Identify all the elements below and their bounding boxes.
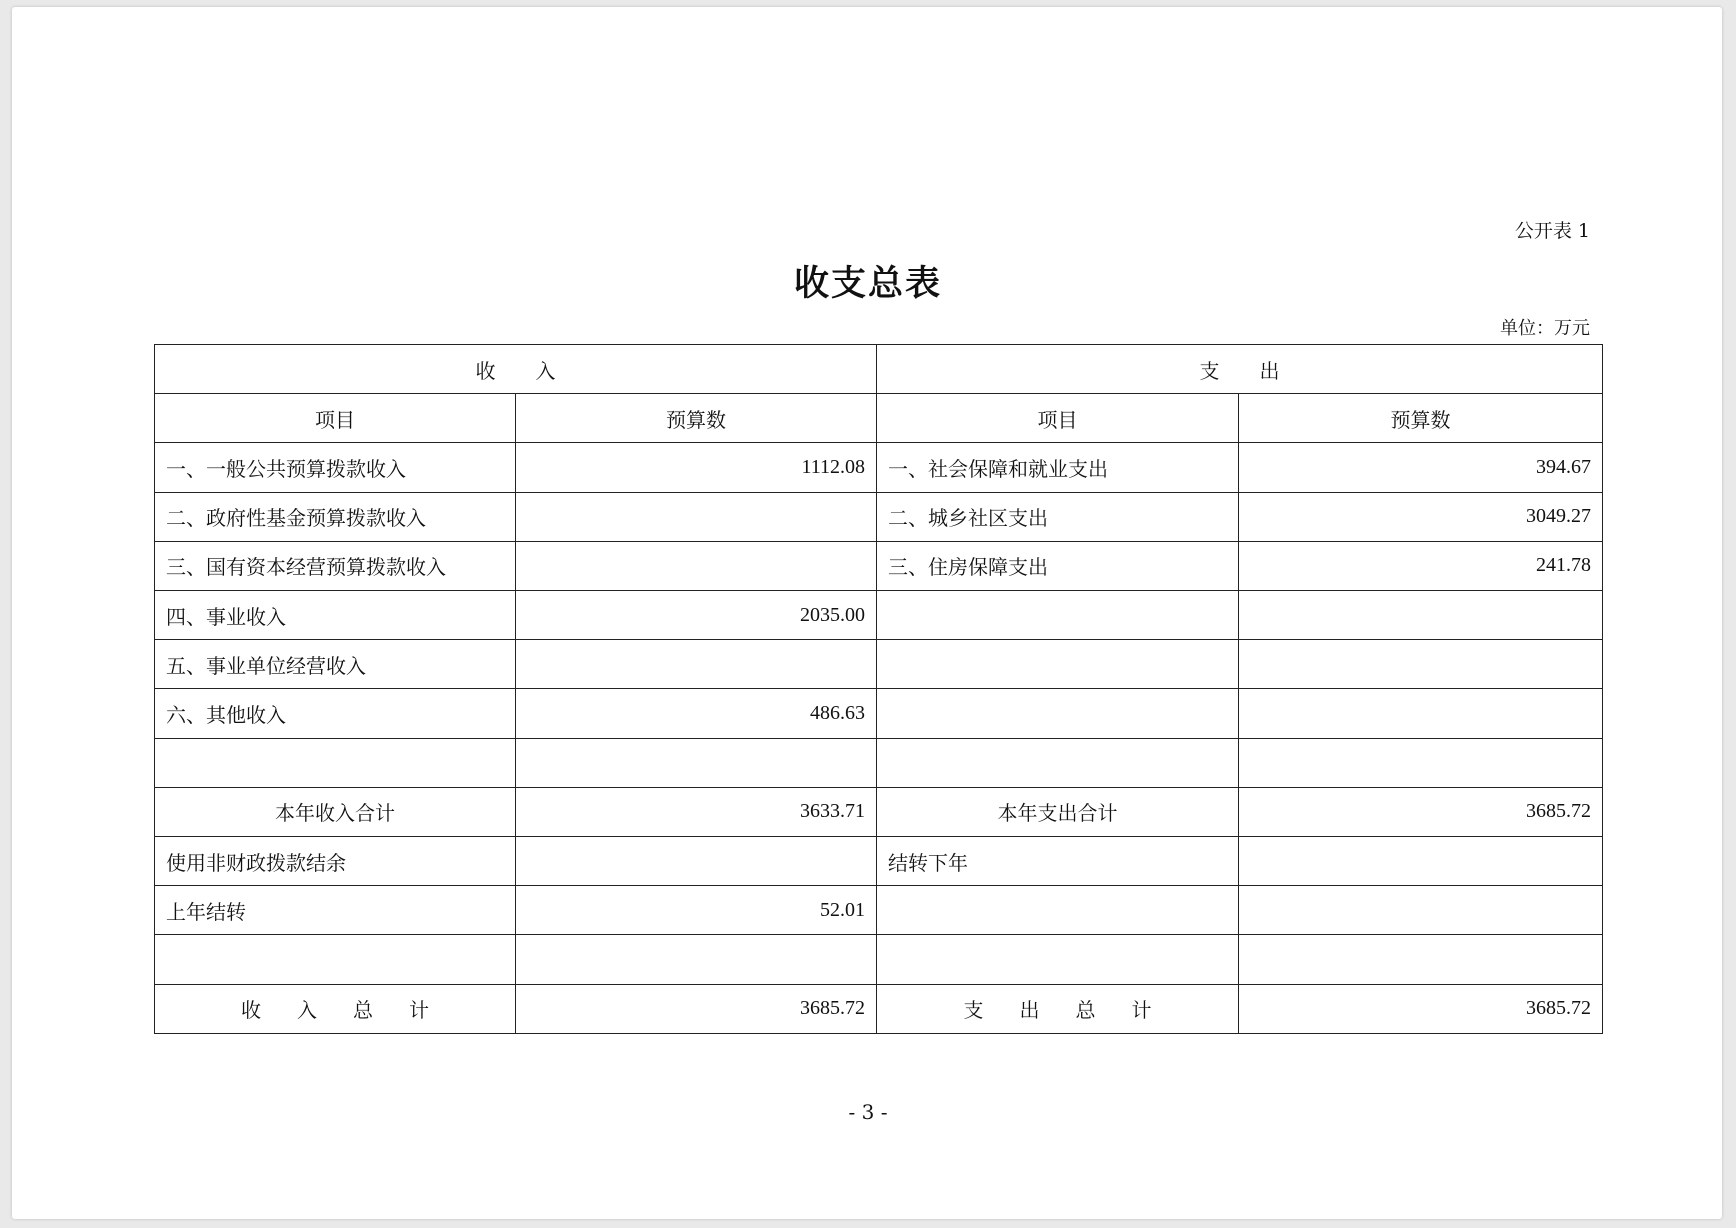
expense-value [1239,689,1603,738]
expense-subtotal-value: 3685.72 [1239,787,1603,836]
income-value: 1112.08 [516,443,877,492]
expense-value [1239,738,1603,787]
expense-item: 一、社会保障和就业支出 [877,443,1239,492]
expense-item [877,640,1239,689]
page-number: - 3 - [848,1100,888,1124]
expense-item [877,935,1239,984]
table-row [155,738,1603,787]
income-item: 六、其他收入 [155,689,516,738]
expense-item [877,886,1239,935]
table-row [155,689,1603,738]
budget-summary-table [154,344,1603,1034]
income-value [516,541,877,590]
income-item: 五、事业单位经营收入 [155,640,516,689]
table-row [155,640,1603,689]
expense-value: 3049.27 [1239,492,1603,541]
expense-subtotal-label: 本年支出合计 [877,787,1239,836]
expense-item: 二、城乡社区支出 [877,492,1239,541]
income-value [516,640,877,689]
income-item: 一、一般公共预算拨款收入 [155,443,516,492]
expense-value [1239,886,1603,935]
expense-total-value: 3685.72 [1239,984,1603,1033]
expense-value [1239,837,1603,886]
expense-section-header: 支 出 [877,345,1603,394]
expense-item [877,591,1239,640]
income-subtotal-label: 本年收入合计 [155,787,516,836]
income-item-column-header: 项目 [155,394,516,443]
expense-item-column-header: 项目 [877,394,1239,443]
income-value: 486.63 [516,689,877,738]
expense-item [877,738,1239,787]
column-header-row [155,394,1603,443]
table-row [155,591,1603,640]
income-value: 2035.00 [516,591,877,640]
expense-value [1239,591,1603,640]
income-total-value: 3685.72 [516,984,877,1033]
income-value [516,837,877,886]
expense-value: 394.67 [1239,443,1603,492]
income-item: 四、事业收入 [155,591,516,640]
income-item [155,935,516,984]
unit-label: 单位：万元 [1500,318,1590,339]
table-row [155,492,1603,541]
income-value: 52.01 [516,886,877,935]
income-item: 使用非财政拨款结余 [155,837,516,886]
expense-value: 241.78 [1239,541,1603,590]
table-number: 公开表 1 [1514,220,1590,242]
income-subtotal-value: 3633.71 [516,787,877,836]
section-header-row [155,345,1603,394]
expense-budget-column-header: 预算数 [1239,394,1603,443]
grand-total-row [155,984,1603,1033]
table-row [155,935,1603,984]
expense-item: 结转下年 [877,837,1239,886]
table-row [155,886,1603,935]
income-item: 二、政府性基金预算拨款收入 [155,492,516,541]
expense-value [1239,640,1603,689]
income-section-header: 收 入 [155,345,877,394]
expense-total-label: 支出总计 [877,984,1239,1033]
income-total-label: 收入总计 [155,984,516,1033]
income-item [155,738,516,787]
page-title: 收支总表 [793,264,942,304]
table-row [155,443,1603,492]
income-item: 三、国有资本经营预算拨款收入 [155,541,516,590]
subtotal-row [155,787,1603,836]
income-budget-column-header: 预算数 [516,394,877,443]
table-row [155,541,1603,590]
expense-value [1239,935,1603,984]
table-row [155,837,1603,886]
income-value [516,935,877,984]
expense-item [877,689,1239,738]
income-value [516,738,877,787]
expense-item: 三、住房保障支出 [877,541,1239,590]
income-item: 上年结转 [155,886,516,935]
income-value [516,492,877,541]
